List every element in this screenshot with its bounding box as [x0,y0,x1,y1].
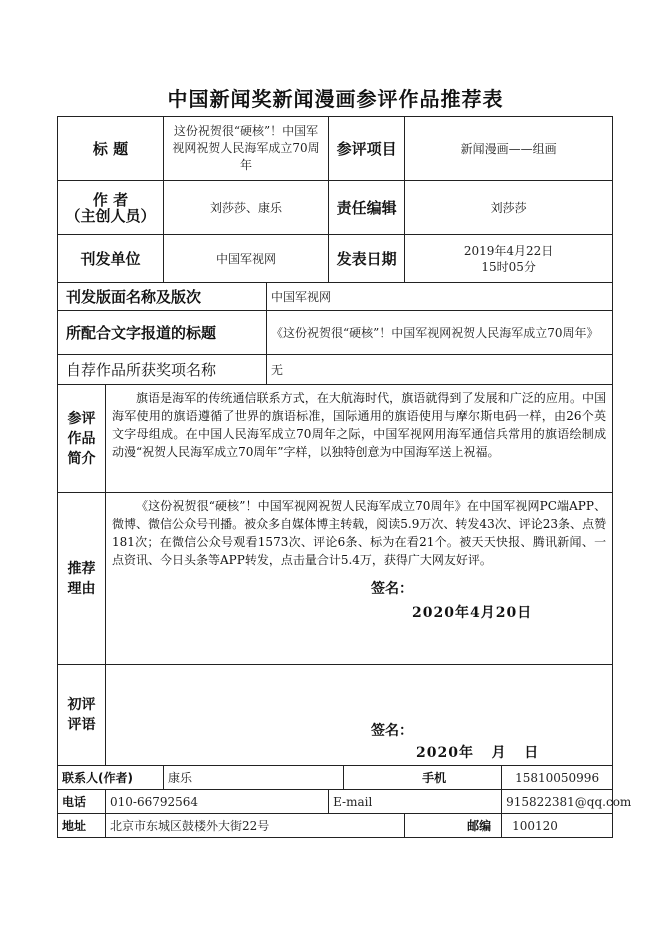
reason-signature-label: 签名： [371,581,413,597]
reason-sign-block [106,573,612,625]
awards-value: 无 [267,355,613,385]
headline-label: 所配合文字报道的标题 [58,311,267,355]
review-signature-label: 签名： [371,723,413,739]
reason-label-line1: 推荐 [67,560,96,577]
author-value: 刘莎莎、康乐 [164,181,329,235]
address-label: 地址 [58,814,106,838]
intro-label-line3: 简介 [67,450,96,467]
author-label: 作 者 [92,190,129,209]
category-label: 参评项目 [329,117,405,181]
reason-label-line2: 理由 [67,580,96,597]
pubdate-label: 发表日期 [329,235,405,283]
review-label-line1: 初评 [67,697,96,713]
email-value: 915822381@qq.com [502,790,613,814]
review-sign-block [106,665,612,765]
pubdate-line2: 15时05分 [481,259,536,274]
reason-label [58,493,106,665]
address-value: 北京市东城区鼓楼外大街22号 [106,814,405,838]
mobile-value: 15810050996 [502,766,613,790]
pubdate-line1: 2019年4月22日 [463,243,554,258]
intro-label [58,385,106,493]
publisher-value: 中国军视网 [164,235,329,283]
publisher-label: 刊发单位 [58,235,164,283]
awards-label: 自荐作品所获奖项名称 [58,355,267,385]
intro-label-line2: 作品 [67,430,96,447]
review-label [58,665,106,766]
postcode-value: 100120 [502,814,613,838]
reason-cell [106,493,613,665]
phone-value: 010-66792564 [106,790,329,814]
intro-text: 旗语是海军的传统通信联系方式，在大航海时代，旗语就得到了发展和广泛的应用。中国海军使用的旗语遵循了世界的旗语标准，国际通用的旗语使用与摩尔斯电码一样，由26个英文字母组成。在中国人民海军成立70周年之际，中国军视网用海军通信兵常用的旗语绘制成动漫“祝贺人民海军成立70周年”字样，以独特创意为中国海军送上祝福。 [106,385,613,493]
layout-label: 刊发版面名称及版次 [58,283,267,311]
nomination-form-table [57,116,632,838]
contact-label: 联系人(作者) [58,766,164,790]
author-sub-label: （主创人员） [65,206,156,225]
mobile-label: 手机 [344,766,502,790]
reason-date: 2020年4月20日 [412,605,533,621]
author-label-cell [58,181,164,235]
layout-value: 中国军视网 [267,283,613,311]
category-value: 新闻漫画——组画 [405,117,613,181]
editor-label: 责任编辑 [329,181,405,235]
email-label: E-mail [329,790,502,814]
postcode-label: 邮编 [405,814,502,838]
reason-text: 《这份祝贺很“硬核”！中国军视网祝贺人民海军成立70周年》在中国军视网PC端APP、微博、微信公众号刊播。被众多自媒体博主转载，阅读5.9万次、转发43次、评论23条、点赞181次；在微信公众号观看1573次、评论6条、标为在看21个。被天天快报、腾讯新闻、一点资讯、今日头条等APP转发，点击量合计5.4万，获得广大网友好评。 [112,499,607,567]
pubdate-cell [405,235,613,283]
intro-label-line1: 参评 [67,410,96,427]
review-cell [106,665,613,766]
contact-value: 康乐 [164,766,344,790]
headline-value: 《这份祝贺很“硬核”！中国军视网祝贺人民海军成立70周年》 [267,311,613,355]
editor-value: 刘莎莎 [405,181,613,235]
review-label-line2: 评语 [67,717,96,733]
review-date: 2020年 月 日 [416,745,540,761]
title-label: 标 题 [58,117,164,181]
title-value: 这份祝贺很“硬核”！中国军视网祝贺人民海军成立70周年 [164,117,329,181]
page-title: 中国新闻奖新闻漫画参评作品推荐表 [167,87,504,111]
phone-label: 电话 [58,790,106,814]
